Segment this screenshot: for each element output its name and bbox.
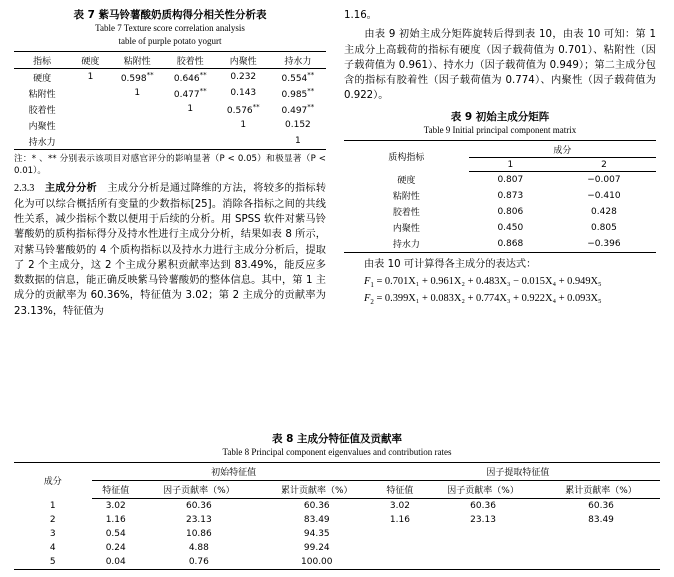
cell: 1 xyxy=(187,104,194,115)
sub-col-header: 因子贡献率（%） xyxy=(424,481,542,499)
table-row xyxy=(14,117,326,133)
table8 xyxy=(14,462,660,570)
left-column xyxy=(14,8,326,428)
table-row xyxy=(14,527,660,541)
row-label: 胶着性 xyxy=(392,208,420,218)
cell xyxy=(542,527,660,541)
cell: 10.86 xyxy=(185,529,212,540)
cell: 83.49 xyxy=(588,515,614,526)
section-body: 主成分分析是通过降维的方法，将较多的指标转化为可以综合概括所有变量的少数指标[25]。消除各指标之间的共线性关系，减少指标个数以便用于后续的分析。用 SPSS 软件对紫马铃薯酸奶的质构指标得分及持水性进行主成分分析，结果如表 8 所示，对紫马铃薯酸奶的 4 个质构指标以及持水力进行主成分分析后，提取了 2 个主成分，这 2 个主成分累积贡献率达到 83.49%，能反应多数数据的信息，能正确反映紫马铃薯酸奶的整体信息。其中，第 1 主成分的贡献率为 60.36%，特征值为 3.02；第 2 主成分的贡献率为 23.13%，特征值为 xyxy=(14,183,327,317)
cell: 3.02 xyxy=(389,501,410,512)
cell: 0.24 xyxy=(105,543,126,554)
cell: 60.36 xyxy=(185,501,212,512)
col-header: 粘附性 xyxy=(111,52,164,69)
table7-title-cn: 表 7 紫马铃薯酸奶质构得分相关性分析表 xyxy=(73,9,267,21)
cell: 0.04 xyxy=(92,555,140,570)
group-header-extracted-eigen: 因子提取特征值 xyxy=(376,463,660,481)
table-row xyxy=(344,188,656,204)
cell: 0.152 xyxy=(285,120,311,131)
right-column xyxy=(344,8,656,428)
cell: 0.805 xyxy=(591,222,617,233)
paragraph-text: 由表 9 初始主成分矩阵旋转后得到表 10，由表 10 可知：第 1 主成分上高载荷的指标有硬度（因子载荷值为 0.701）、粘附性（因子载荷值为 0.961）、持水力（因子载荷值为 0.949）；第二主成分包含的指标有胶着性（因子载荷值为 0.774）、内聚性（因子载荷值为 0.922）。 xyxy=(344,29,656,102)
row-label: 内聚性 xyxy=(28,121,56,132)
cell xyxy=(70,133,111,150)
row-label: 4 xyxy=(49,543,56,554)
table9 xyxy=(344,140,656,253)
cell: −0.007 xyxy=(587,174,621,185)
cell: 1.16 xyxy=(389,515,410,526)
table-row xyxy=(14,85,326,101)
cell: 4.88 xyxy=(188,543,209,554)
cell: 100.00 xyxy=(258,555,376,570)
cell: 0.873 xyxy=(497,190,524,201)
cell: 0.477** xyxy=(173,86,207,100)
group-header-initial-eigen: 初始特征值 xyxy=(92,463,376,481)
table-header-row xyxy=(344,141,656,158)
cell xyxy=(217,133,270,150)
sub-col-header: 累计贡献率（%） xyxy=(542,481,660,499)
formula-symbol: F xyxy=(364,292,371,304)
row-label: 持水力 xyxy=(14,133,70,150)
formula-symbol: F xyxy=(364,275,371,287)
table7-title-en2: table of purple potato yogurt xyxy=(118,36,222,47)
cell: 0.576** xyxy=(226,102,260,116)
formula-subscript: 2 xyxy=(370,297,374,306)
col-header: 胶着性 xyxy=(164,52,217,69)
cell xyxy=(424,555,542,570)
col-header: 硬度 xyxy=(70,52,111,69)
cell: 0.807 xyxy=(497,174,524,185)
cell: 0.497** xyxy=(281,102,315,116)
formula-body: = 0.399X₁ + 0.083X₂ + 0.774X₃ + 0.922X₄ + 0.093X₅ xyxy=(373,292,602,304)
table-row xyxy=(14,541,660,555)
row-label: 5 xyxy=(14,555,92,570)
cell xyxy=(376,555,424,570)
paragraph-pc-matrix xyxy=(344,27,656,103)
cell: 0.806 xyxy=(497,206,524,217)
formula-2 xyxy=(344,291,656,308)
cell: 0.143 xyxy=(230,88,257,99)
row-label: 3 xyxy=(49,529,56,540)
cell: 1 xyxy=(240,120,247,131)
cell: 94.35 xyxy=(303,529,330,540)
cell: 0.232 xyxy=(230,72,257,83)
table8-title-cn: 表 8 主成分特征值及贡献率 xyxy=(271,433,403,445)
table9-block xyxy=(344,110,656,253)
cell xyxy=(424,541,542,555)
table-subheader-row xyxy=(14,481,660,499)
cell xyxy=(164,133,217,150)
cell: 0.428 xyxy=(591,206,617,217)
cell xyxy=(424,527,542,541)
table7 xyxy=(14,51,326,150)
col-header: 持水力 xyxy=(270,52,326,69)
cell: 0.868 xyxy=(469,236,552,253)
cell: 0.76 xyxy=(140,555,258,570)
row-label: 内聚性 xyxy=(392,224,420,234)
cell xyxy=(111,101,164,117)
row-label: 硬度 xyxy=(33,73,52,84)
cell: 0.985** xyxy=(281,86,315,100)
cell xyxy=(111,133,164,150)
table-row xyxy=(14,499,660,514)
row-label: 胶着性 xyxy=(28,105,56,116)
cell: 3.02 xyxy=(105,501,126,512)
cell: 60.36 xyxy=(470,501,496,512)
col-header-texture: 质构指标 xyxy=(344,141,469,172)
cell xyxy=(542,555,660,570)
row-label: 持水力 xyxy=(344,236,469,253)
sub-col-header: 特征值 xyxy=(92,481,140,499)
cell xyxy=(70,117,111,133)
continued-text: 1.16。 xyxy=(344,10,377,21)
section-number: 2.3.3 xyxy=(14,183,35,195)
cell: 60.36 xyxy=(588,501,614,512)
sub-col-header: 累计贡献率（%） xyxy=(258,481,376,499)
section-2-3-3 xyxy=(14,181,326,319)
table9-title-en: Table 9 Initial principal component matrix xyxy=(423,124,577,135)
table-header-row xyxy=(14,463,660,481)
table-header-row xyxy=(14,52,326,69)
table-row xyxy=(344,172,656,188)
cell: 1 xyxy=(134,88,141,99)
col-header: 指标 xyxy=(14,52,70,69)
cell xyxy=(376,527,424,541)
formula-body: = 0.701X₁ + 0.961X₂ + 0.483X₃ − 0.015X₄ + 0.949X₅ xyxy=(373,275,602,287)
cell: 0.646** xyxy=(173,70,207,84)
cell: 99.24 xyxy=(303,543,330,554)
cell: 0.554** xyxy=(281,70,315,84)
col-header: 内聚性 xyxy=(217,52,270,69)
cell: 23.13 xyxy=(185,515,212,526)
table-row xyxy=(344,204,656,220)
cell xyxy=(542,541,660,555)
formula-subscript: 1 xyxy=(370,280,374,289)
cell: 83.49 xyxy=(303,515,330,526)
table8-block xyxy=(14,432,660,570)
row-label: 1 xyxy=(49,500,56,511)
table9-title-cn: 表 9 初始主成分矩阵 xyxy=(450,110,550,123)
cell xyxy=(164,117,217,133)
cell xyxy=(70,101,111,117)
table-row xyxy=(344,236,656,253)
section-heading: 主成分分析 xyxy=(44,183,97,195)
sub-col-header: 因子贡献率（%） xyxy=(140,481,258,499)
row-label: 粘附性 xyxy=(28,89,56,100)
row-label: 粘附性 xyxy=(392,192,420,202)
cell: 60.36 xyxy=(303,501,330,512)
sub-col-header: 2 xyxy=(552,158,656,172)
table-row xyxy=(14,513,660,527)
sub-col-header: 1 xyxy=(469,158,552,172)
group-header-component: 成分 xyxy=(469,141,656,158)
table-row xyxy=(14,69,326,86)
table-row xyxy=(14,101,326,117)
col-header-component: 成分 xyxy=(14,463,92,499)
table-row xyxy=(14,133,326,150)
row-label: 2 xyxy=(49,515,56,526)
cell: 0.54 xyxy=(105,529,126,540)
table7-title-en: Table 7 Texture score correlation analysis xyxy=(95,23,245,34)
table8-title-en: Table 8 Principal component eigenvalues and contribution rates xyxy=(222,447,452,458)
two-column-body xyxy=(14,8,660,428)
table-row xyxy=(344,220,656,236)
cell xyxy=(376,541,424,555)
cell: 0.598** xyxy=(120,70,154,84)
paragraph-text: 由表 10 可计算得各主成分的表达式： xyxy=(364,258,537,270)
cell: 1.16 xyxy=(105,515,126,526)
row-label: 硬度 xyxy=(397,176,416,186)
cell: −0.410 xyxy=(587,190,621,201)
table7-note: 注：* 、** 分别表示该项目对感官评分的影响显著（P < 0.05）和极显著（P < 0.01）。 xyxy=(14,154,326,177)
paragraph-formula-intro xyxy=(344,257,656,272)
cell: 23.13 xyxy=(470,515,496,526)
cell xyxy=(70,85,111,101)
sub-col-header: 特征值 xyxy=(376,481,424,499)
cell: −0.396 xyxy=(552,236,656,253)
cell: 1 xyxy=(270,133,326,150)
table-row xyxy=(14,555,660,570)
cell xyxy=(111,117,164,133)
cell: 0.450 xyxy=(497,222,524,233)
formula-1 xyxy=(344,274,656,291)
cell: 1 xyxy=(87,72,94,83)
